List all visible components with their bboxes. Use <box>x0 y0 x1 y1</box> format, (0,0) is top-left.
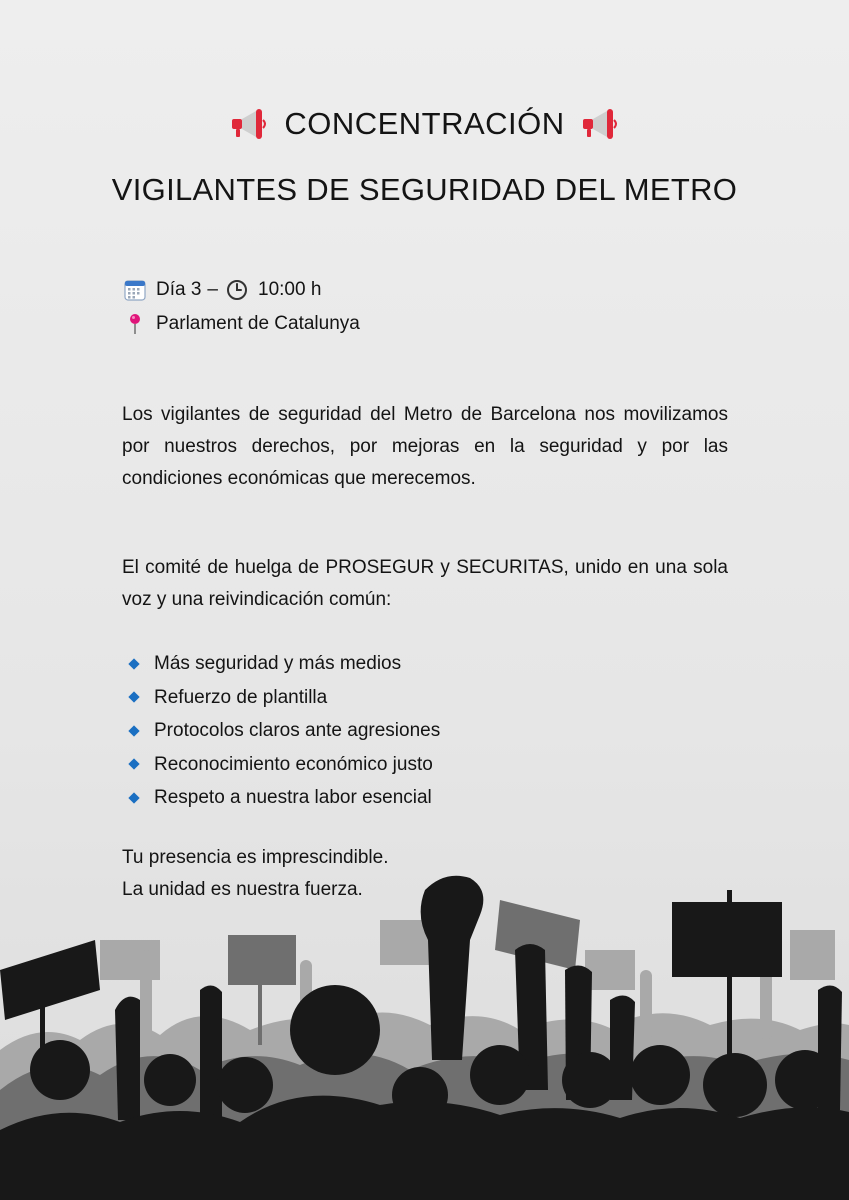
event-place: Parlament de Catalunya <box>156 313 360 334</box>
megaphone-icon <box>581 107 619 141</box>
megaphone-icon <box>230 107 268 141</box>
page-subtitle: VIGILANTES DE SEGURIDAD DEL METRO <box>111 172 738 207</box>
pushpin-icon <box>124 312 146 336</box>
title-row <box>0 106 849 142</box>
clock-icon <box>226 279 248 301</box>
diamond-bullet-icon <box>128 658 139 669</box>
list-item <box>126 781 440 815</box>
demand-text: Reconocimiento económico justo <box>154 753 433 775</box>
event-date: Día 3 <box>156 279 202 300</box>
protest-crowd-silhouette <box>0 860 849 1200</box>
committee-paragraph: El comité de huelga de PROSEGUR y SECURITAS, unido en una sola voz y una reivindicación común: <box>122 557 728 610</box>
list-item <box>126 748 440 782</box>
list-item <box>126 714 440 748</box>
event-date-time <box>124 279 321 301</box>
list-item <box>126 647 440 681</box>
calendar-icon <box>124 279 146 301</box>
event-time: 10:00 h <box>258 279 322 300</box>
closing-line: Tu presencia es imprescindible. <box>122 847 389 868</box>
demand-text: Respeto a nuestra labor esencial <box>154 787 432 808</box>
demand-text: Protocolos claros ante agresiones <box>154 720 441 741</box>
demands-list <box>126 647 440 815</box>
demand-text: Refuerzo de plantilla <box>154 686 328 708</box>
event-location <box>124 312 360 336</box>
diamond-bullet-icon <box>128 692 139 703</box>
demand-text: Más seguridad y más medios <box>154 653 402 674</box>
diamond-bullet-icon <box>128 725 139 736</box>
intro-paragraph: Los vigilantes de seguridad del Metro de Barcelona nos movilizamos por nuestros derechos, por mejoras en la seguridad y por las condiciones económicas que merecemos. <box>122 404 728 489</box>
date-time-separator: – <box>207 279 218 300</box>
page-title: CONCENTRACIÓN <box>284 106 565 141</box>
list-item <box>126 681 440 715</box>
diamond-bullet-icon <box>128 759 139 770</box>
diamond-bullet-icon <box>128 792 139 803</box>
closing-line: La unidad es nuestra fuerza. <box>122 879 363 900</box>
